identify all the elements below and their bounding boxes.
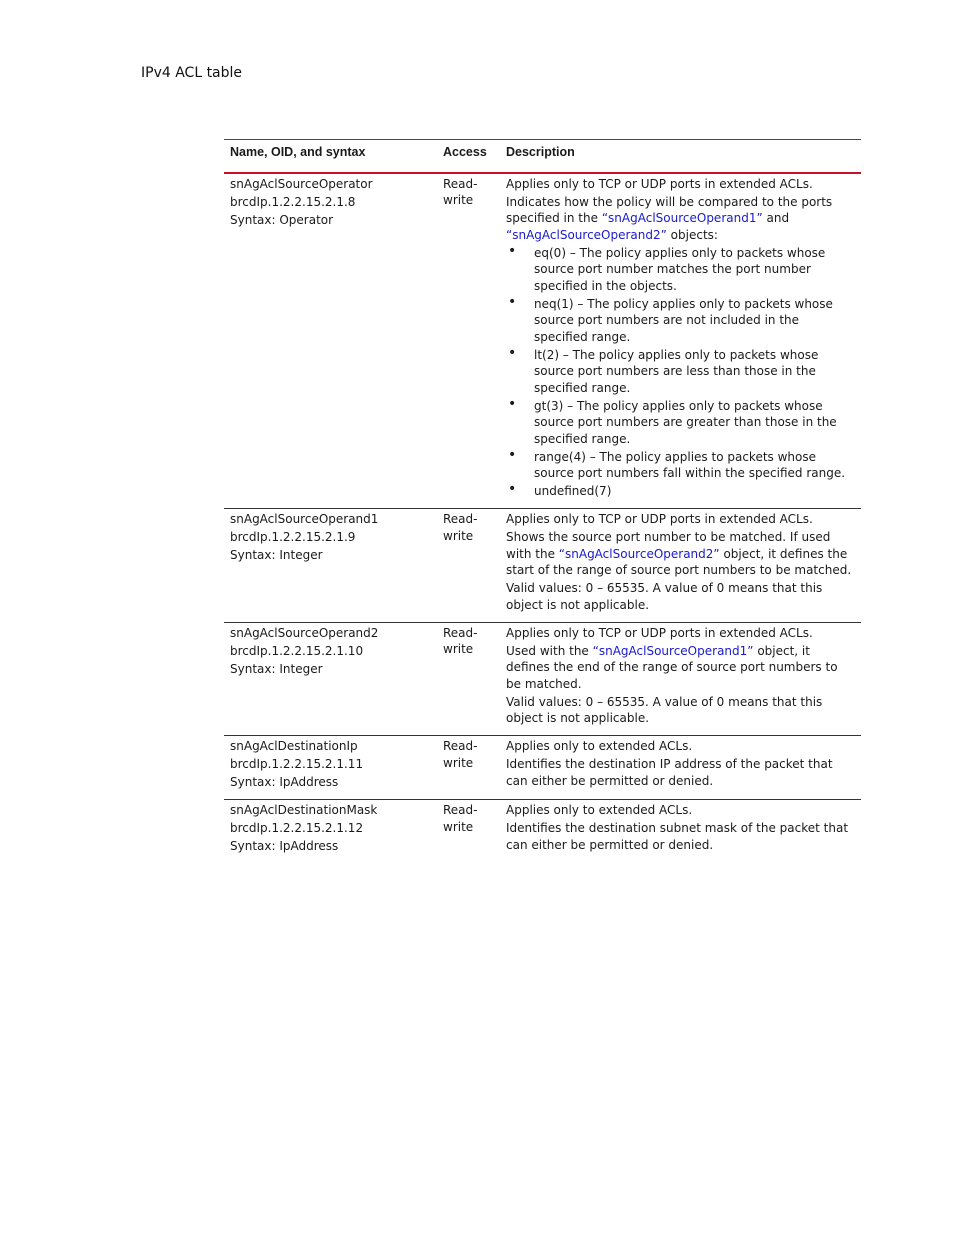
list-item-text: eq(0) – The policy applies only to packets whose source port number matches the port number specified in the objects. (534, 245, 826, 293)
description-line: Identifies the destination IP address of the packet that can either be permitted or denied. (506, 757, 833, 788)
bullet-dot-icon: • (508, 446, 517, 463)
description-line (506, 194, 855, 244)
list-item (506, 483, 855, 500)
list-item (506, 395, 855, 448)
list-item-text: range(4) – The policy applies to packets whose source port numbers fall within the specified range. (534, 449, 846, 480)
object-name: snAgAclSourceOperator (230, 176, 373, 191)
access-cell: Read-write (437, 173, 500, 509)
desc-text: Indicates how the policy will be compared to the ports specified in the (506, 194, 833, 225)
bullet-dot-icon: • (508, 481, 517, 497)
object-oid: brcdIp.1.2.2.15.2.1.9 (230, 530, 356, 544)
list-item (506, 293, 855, 346)
desc-text: Used with the (506, 643, 593, 658)
xref-link-source-operand2[interactable]: “snAgAclSourceOperand2” (506, 227, 667, 242)
object-syntax: Syntax: Operator (230, 212, 334, 227)
description-line: Identifies the destination subnet mask of the packet that can either be permitted or denied. (506, 821, 849, 852)
description-line (506, 643, 855, 693)
object-oid: brcdIp.1.2.2.15.2.1.12 (230, 821, 364, 835)
list-item-text: undefined(7) (534, 484, 612, 498)
object-syntax: Syntax: IpAddress (230, 775, 339, 789)
list-item-text: lt(2) – The policy applies only to packets whose source port numbers are less than those in the specified range. (534, 347, 819, 395)
object-syntax: Syntax: IpAddress (230, 839, 339, 853)
description-cell (500, 173, 861, 509)
header-name: Name, OID, and syntax (224, 140, 437, 173)
desc-text: objects: (666, 227, 718, 242)
xref-link-source-operand2[interactable]: “snAgAclSourceOperand2” (558, 546, 720, 561)
header-description: Description (500, 140, 861, 173)
description-line (506, 529, 855, 579)
description-line: Applies only to TCP or UDP ports in extended ACLs. (506, 512, 813, 526)
table-row (224, 173, 861, 509)
description-cell (500, 800, 861, 864)
list-item-text: neq(1) – The policy applies only to packets whose source port numbers are not included in the specified range. (534, 296, 833, 344)
description-cell (500, 509, 861, 623)
desc-text: object, it defines the start of the range of source port numbers to be matched. (506, 546, 852, 577)
list-item (506, 446, 855, 482)
object-syntax: Syntax: Integer (230, 661, 323, 676)
desc-text: Shows the source port number to be matched. If used with the (506, 530, 831, 561)
bullet-dot-icon: • (508, 293, 517, 310)
description-line: Applies only to extended ACLs. (506, 803, 693, 817)
object-name: snAgAclDestinationIp (230, 739, 358, 753)
table-row (224, 509, 861, 623)
xref-link-source-operand1[interactable]: “snAgAclSourceOperand1” (592, 643, 754, 658)
table-row (224, 736, 861, 800)
list-item-text: gt(3) – The policy applies only to packets whose source port numbers are greater than those in the specified range. (534, 398, 837, 446)
description-line: Applies only to extended ACLs. (506, 739, 693, 753)
object-name: snAgAclDestinationMask (230, 803, 378, 817)
table-row (224, 622, 861, 736)
list-item (506, 344, 855, 397)
page-header-title: IPv4 ACL table (141, 65, 243, 81)
name-cell (224, 622, 437, 736)
description-cell (500, 622, 861, 736)
list-item (506, 242, 855, 295)
object-oid: brcdIp.1.2.2.15.2.1.11 (230, 757, 364, 771)
table-header-row (224, 140, 861, 173)
operator-values-list (506, 242, 855, 500)
description-line: Applies only to TCP or UDP ports in extended ACLs. (506, 625, 813, 640)
bullet-dot-icon: • (508, 344, 517, 361)
access-cell: Read-write (443, 803, 478, 834)
description-line: Applies only to TCP or UDP ports in extended ACLs. (506, 176, 813, 191)
name-cell (224, 736, 437, 800)
bullet-dot-icon: • (508, 242, 517, 259)
object-name: snAgAclSourceOperand2 (230, 625, 379, 640)
desc-text: object, it defines the end of the range of source port numbers to be matched. (506, 643, 838, 691)
object-oid: brcdIp.1.2.2.15.2.1.10 (230, 643, 364, 658)
access-cell: Read-write (437, 509, 500, 623)
object-name: snAgAclSourceOperand1 (230, 512, 379, 526)
header-access: Access (437, 140, 500, 173)
access-cell: Read-write (437, 622, 500, 736)
xref-link-source-operand1[interactable]: “snAgAclSourceOperand1” (601, 211, 763, 225)
desc-text: and (762, 211, 790, 225)
object-oid: brcdIp.1.2.2.15.2.1.8 (230, 194, 356, 209)
table-row (224, 800, 861, 864)
object-syntax: Syntax: Integer (230, 548, 323, 562)
acl-table (224, 139, 861, 863)
access-cell: Read-write (437, 736, 500, 800)
name-cell (224, 173, 437, 509)
description-cell (500, 736, 861, 800)
name-cell (224, 800, 437, 864)
bullet-dot-icon: • (508, 395, 517, 412)
description-line: Valid values: 0 – 65535. A value of 0 means that this object is not applicable. (506, 694, 823, 725)
description-line: Valid values: 0 – 65535. A value of 0 means that this object is not applicable. (506, 581, 823, 612)
name-cell (224, 509, 437, 623)
